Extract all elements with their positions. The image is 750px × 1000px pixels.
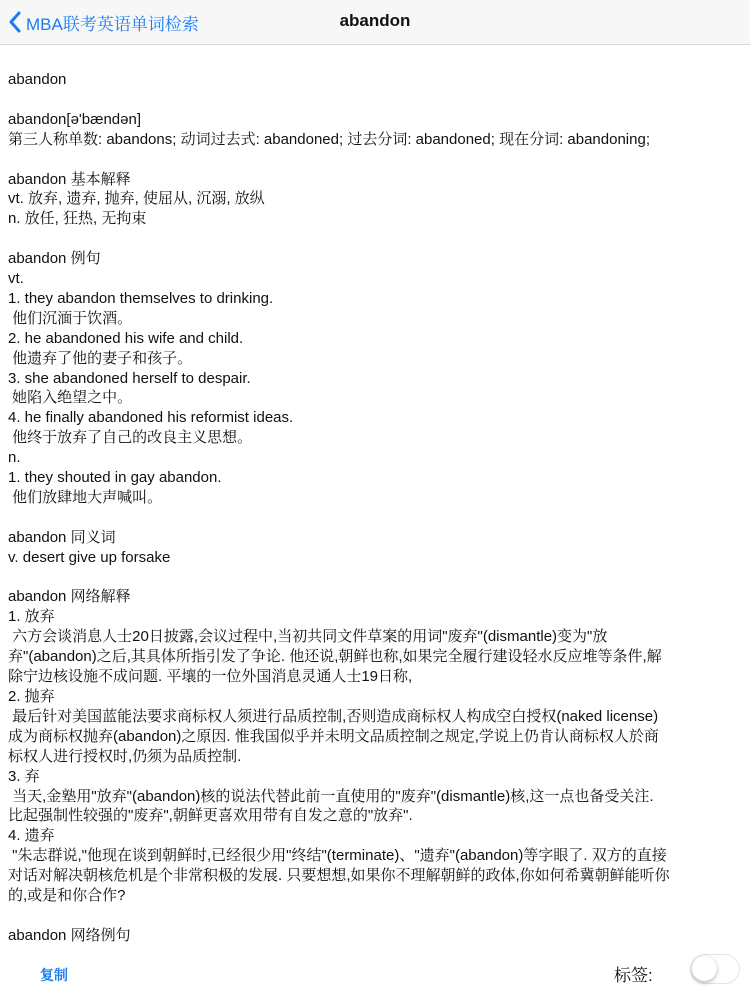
spacer — [8, 229, 744, 249]
content-line: 3. she abandoned herself to despair. — [8, 369, 251, 387]
spacer — [8, 508, 744, 528]
content-line: 成为商标权抛弃(abandon)之原因. 惟我国似乎并未明文品质控制之规定,学说上仍肯认商标权人於商 — [8, 727, 659, 745]
content-line: 最后针对美国蓝能法要求商标权人须进行品质控制,否则造成商标权人构成空白授权(naked license) — [8, 707, 659, 725]
navigation-bar — [0, 0, 750, 45]
tag-toggle[interactable] — [690, 954, 740, 984]
content-line: vt. — [8, 270, 24, 288]
content-line: 1. they abandon themselves to drinking. — [8, 289, 274, 307]
content-line: 他们沉湎于饮酒。 — [8, 309, 133, 327]
content-line: vt. 放弃, 遗弃, 抛弃, 使屈从, 沉溺, 放纵 — [8, 190, 265, 208]
content-line: 1. 放弃 — [8, 608, 55, 626]
content-line: 1. they shouted in gay abandon. — [8, 469, 222, 487]
content-line: 3. 弃 — [8, 767, 40, 785]
spacer — [8, 150, 744, 170]
content-line: 4. 遗弃 — [8, 827, 55, 845]
content-line: abandon 同义词 — [8, 528, 116, 546]
content-line: abandon[ə'bændən] — [8, 110, 141, 128]
content-line: abandon 网络解释 — [8, 588, 131, 606]
spacer — [8, 906, 744, 926]
content-line: 六方会谈消息人士20日披露,会议过程中,当初共同文件草案的用词"废弃"(dismantle)变为"放 — [8, 628, 608, 646]
content-line: 2. 抛弃 — [8, 688, 55, 706]
content-line: 标权人进行授权时,仍须为品质控制. — [8, 747, 242, 765]
content-line: 他们放肆地大声喊叫。 — [8, 488, 163, 506]
toggle-knob — [692, 956, 717, 981]
content-line: n. — [8, 449, 21, 467]
content-line: 第三人称单数: abandons; 动词过去式: abandoned; 过去分词: abandoned; 现在分词: abandoning; — [8, 130, 650, 148]
content-line: 除宁边核设施不成问题. 平壤的一位外国消息灵通人士19日称, — [8, 668, 413, 686]
spacer — [8, 90, 744, 110]
content-line: v. desert give up forsake — [8, 548, 171, 566]
content-line: abandon 例句 — [8, 250, 101, 268]
content-line: 他遗弃了他的妻子和孩子。 — [8, 349, 193, 367]
content-line: 他终于放弃了自己的改良主义思想。 — [8, 429, 253, 447]
back-button-label: MBA联考英语单词检索 — [26, 14, 199, 34]
content-line: 2. he abandoned his wife and child. — [8, 329, 244, 347]
content-line: 她陷入绝望之中。 — [8, 389, 133, 407]
copy-button[interactable]: 复制 — [40, 967, 68, 983]
content-line: 当天,金塾用"放弃"(abandon)核的说法代替此前一直使用的"废弃"(dismantle)核,这一点也备受关注. — [8, 787, 654, 805]
word-definition-content — [8, 70, 744, 946]
content-line: 弃"(abandon)之后,其具体所指引发了争论. 他还说,朝鲜也称,如果完全履行建设轻水反应堆等条件,解 — [8, 648, 662, 666]
content-line: "朱志群说,"他现在谈到朝鲜时,已经很少用"终结"(terminate)、"遗弃"(abandon)等字眼了. 双方的直接 — [8, 847, 667, 865]
spacer — [8, 568, 744, 588]
content-line: abandon 网络例句 — [8, 926, 131, 944]
content-line: 对话对解决朝核危机是个非常积极的发展. 只要想想,如果你不理解朝鲜的政体,你如何希冀朝鲜能听你 — [8, 867, 670, 885]
content-line: abandon — [8, 71, 67, 88]
page-title: abandon — [339, 11, 411, 30]
content-line: abandon 基本解释 — [8, 170, 131, 188]
content-line: 的,或是和你合作? — [8, 887, 126, 905]
content-line: 4. he finally abandoned his reformist ideas. — [8, 409, 294, 427]
content-line: 比起强制性较强的"废弃",朝鲜更喜欢用带有自发之意的"放弃". — [8, 807, 413, 825]
tag-label: 标签: — [614, 966, 653, 985]
content-line: n. 放任, 狂热, 无拘束 — [8, 210, 147, 228]
